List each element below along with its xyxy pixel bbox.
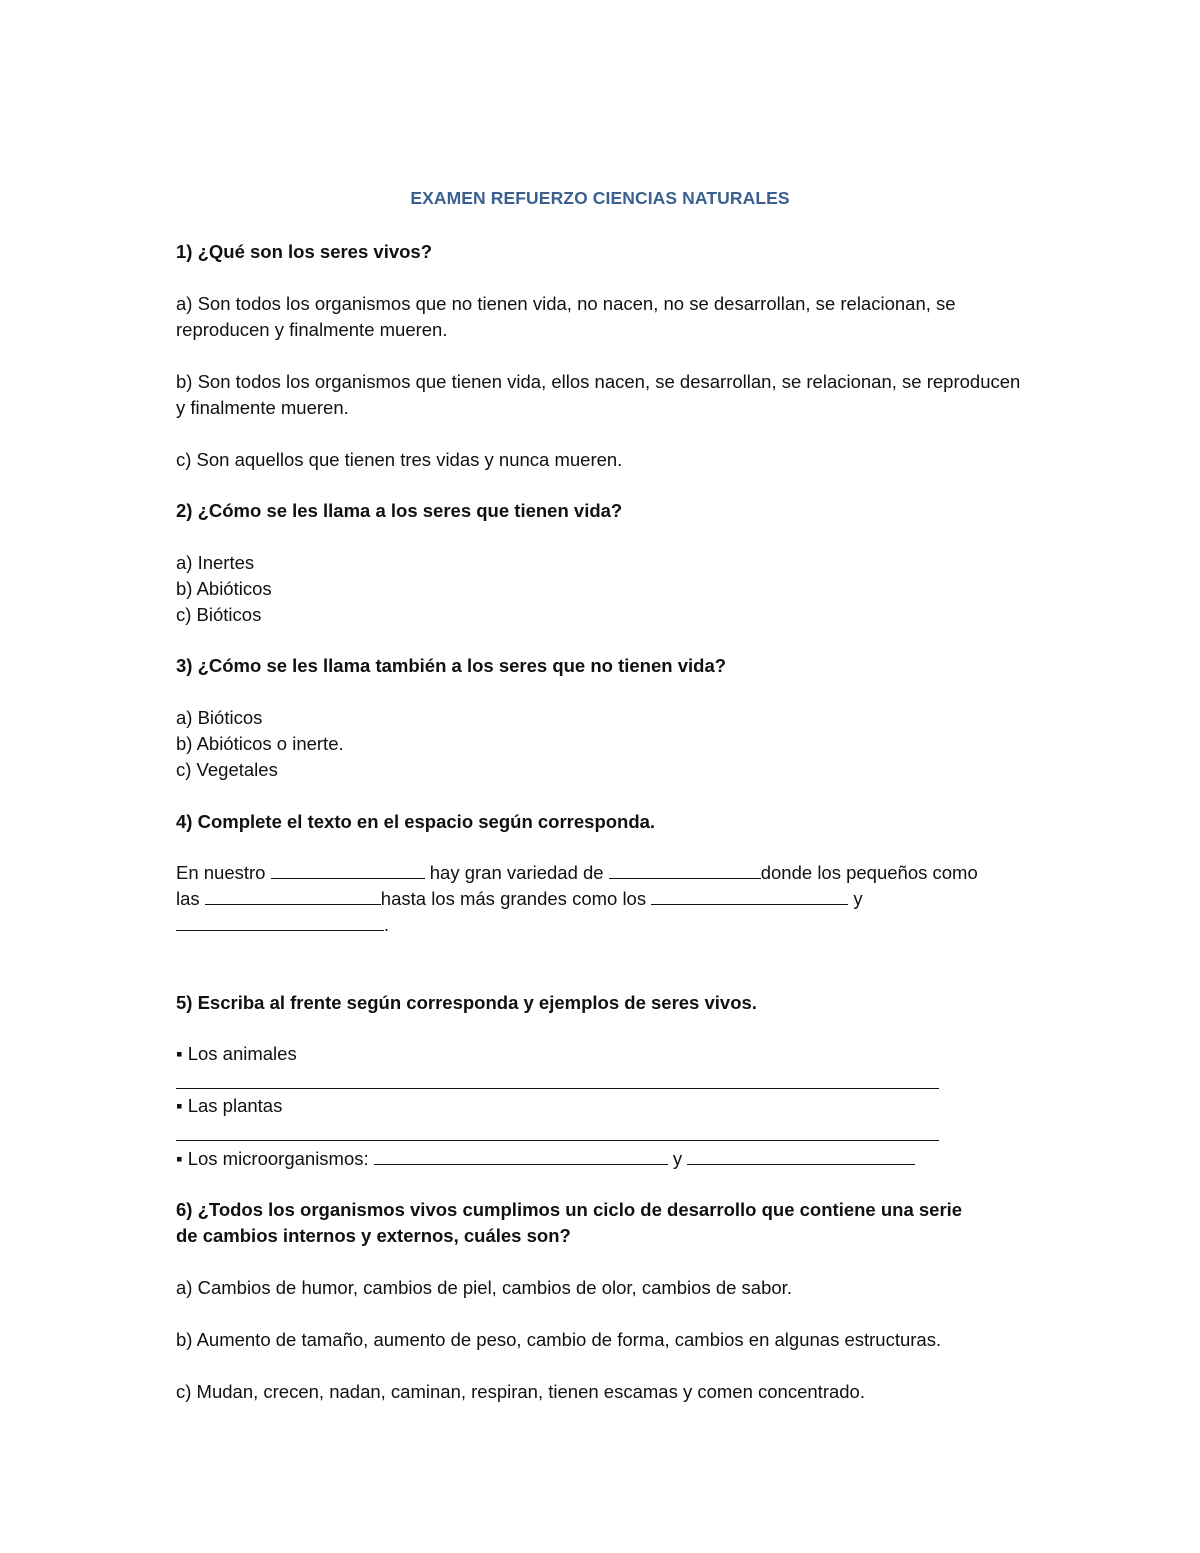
q2-option-a: a) Inertes (176, 552, 255, 573)
q3-option-a: a) Bióticos (176, 707, 263, 728)
answer-blank[interactable] (205, 886, 381, 905)
q4-text-line-1 (176, 860, 978, 886)
q2-option-b: b) Abióticos (176, 578, 272, 599)
answer-line[interactable] (176, 1140, 939, 1141)
answer-blank[interactable] (374, 1146, 668, 1165)
q5-item-plants: ▪ Las plantas (176, 1095, 283, 1116)
q1-option-b: b) Son todos los organismos que tienen vida, ellos nacen, se desarrollan, se relacionan, se reproducen y finalmente mueren. (176, 371, 1021, 418)
exam-title: EXAMEN REFUERZO CIENCIAS NATURALES (410, 188, 790, 208)
q6-option-b: b) Aumento de tamaño, aumento de peso, cambio de forma, cambios en algunas estructuras. (176, 1329, 942, 1350)
answer-blank[interactable] (271, 860, 425, 879)
q4-text-line-2 (176, 886, 863, 912)
q3-option-c: c) Vegetales (176, 759, 278, 780)
q5-item-microorganisms (176, 1146, 915, 1172)
answer-blank[interactable] (176, 912, 384, 931)
q1-option-a: a) Son todos los organismos que no tienen vida, no nacen, no se desarrollan, se relacionan, se reproducen y finalmente mueren. (176, 293, 956, 340)
answer-blank[interactable] (687, 1146, 915, 1165)
q4-text: y (848, 888, 863, 909)
q4-text: hay gran variedad de (424, 862, 609, 883)
question-6-line-1: 6) ¿Todos los organismos vivos cumplimos un ciclo de desarrollo que contiene una serie (176, 1199, 963, 1220)
answer-line[interactable] (176, 1088, 939, 1089)
q4-text: donde los pequeños como (760, 862, 978, 883)
question-5: 5) Escriba al frente según corresponda y ejemplos de seres vivos. (176, 992, 757, 1013)
q6-option-c: c) Mudan, crecen, nadan, caminan, respiran, tienen escamas y comen concentrado. (176, 1381, 865, 1402)
q1-option-c: c) Son aquellos que tienen tres vidas y nunca mueren. (176, 449, 623, 470)
q4-text: . (384, 914, 390, 935)
q4-text: En nuestro (176, 862, 271, 883)
q5-and-text: y (667, 1148, 688, 1169)
q2-option-c: c) Bióticos (176, 604, 262, 625)
question-4: 4) Complete el texto en el espacio según corresponda. (176, 811, 656, 832)
answer-blank[interactable] (609, 860, 761, 879)
q5-item-animals: ▪ Los animales (176, 1043, 297, 1064)
question-2: 2) ¿Cómo se les llama a los seres que tienen vida? (176, 500, 623, 521)
question-1: 1) ¿Qué son los seres vivos? (176, 241, 433, 262)
q6-option-a: a) Cambios de humor, cambios de piel, cambios de olor, cambios de sabor. (176, 1277, 792, 1298)
q4-text: las (176, 888, 205, 909)
question-6-line-2: de cambios internos y externos, cuáles son? (176, 1225, 571, 1246)
answer-blank[interactable] (651, 886, 848, 905)
q4-text-line-3 (176, 912, 389, 938)
q5-microorganisms-label: ▪ Los microorganismos: (176, 1148, 374, 1169)
question-3: 3) ¿Cómo se les llama también a los seres que no tienen vida? (176, 655, 727, 676)
q4-text: hasta los más grandes como los (380, 888, 652, 909)
q3-option-b: b) Abióticos o inerte. (176, 733, 344, 754)
